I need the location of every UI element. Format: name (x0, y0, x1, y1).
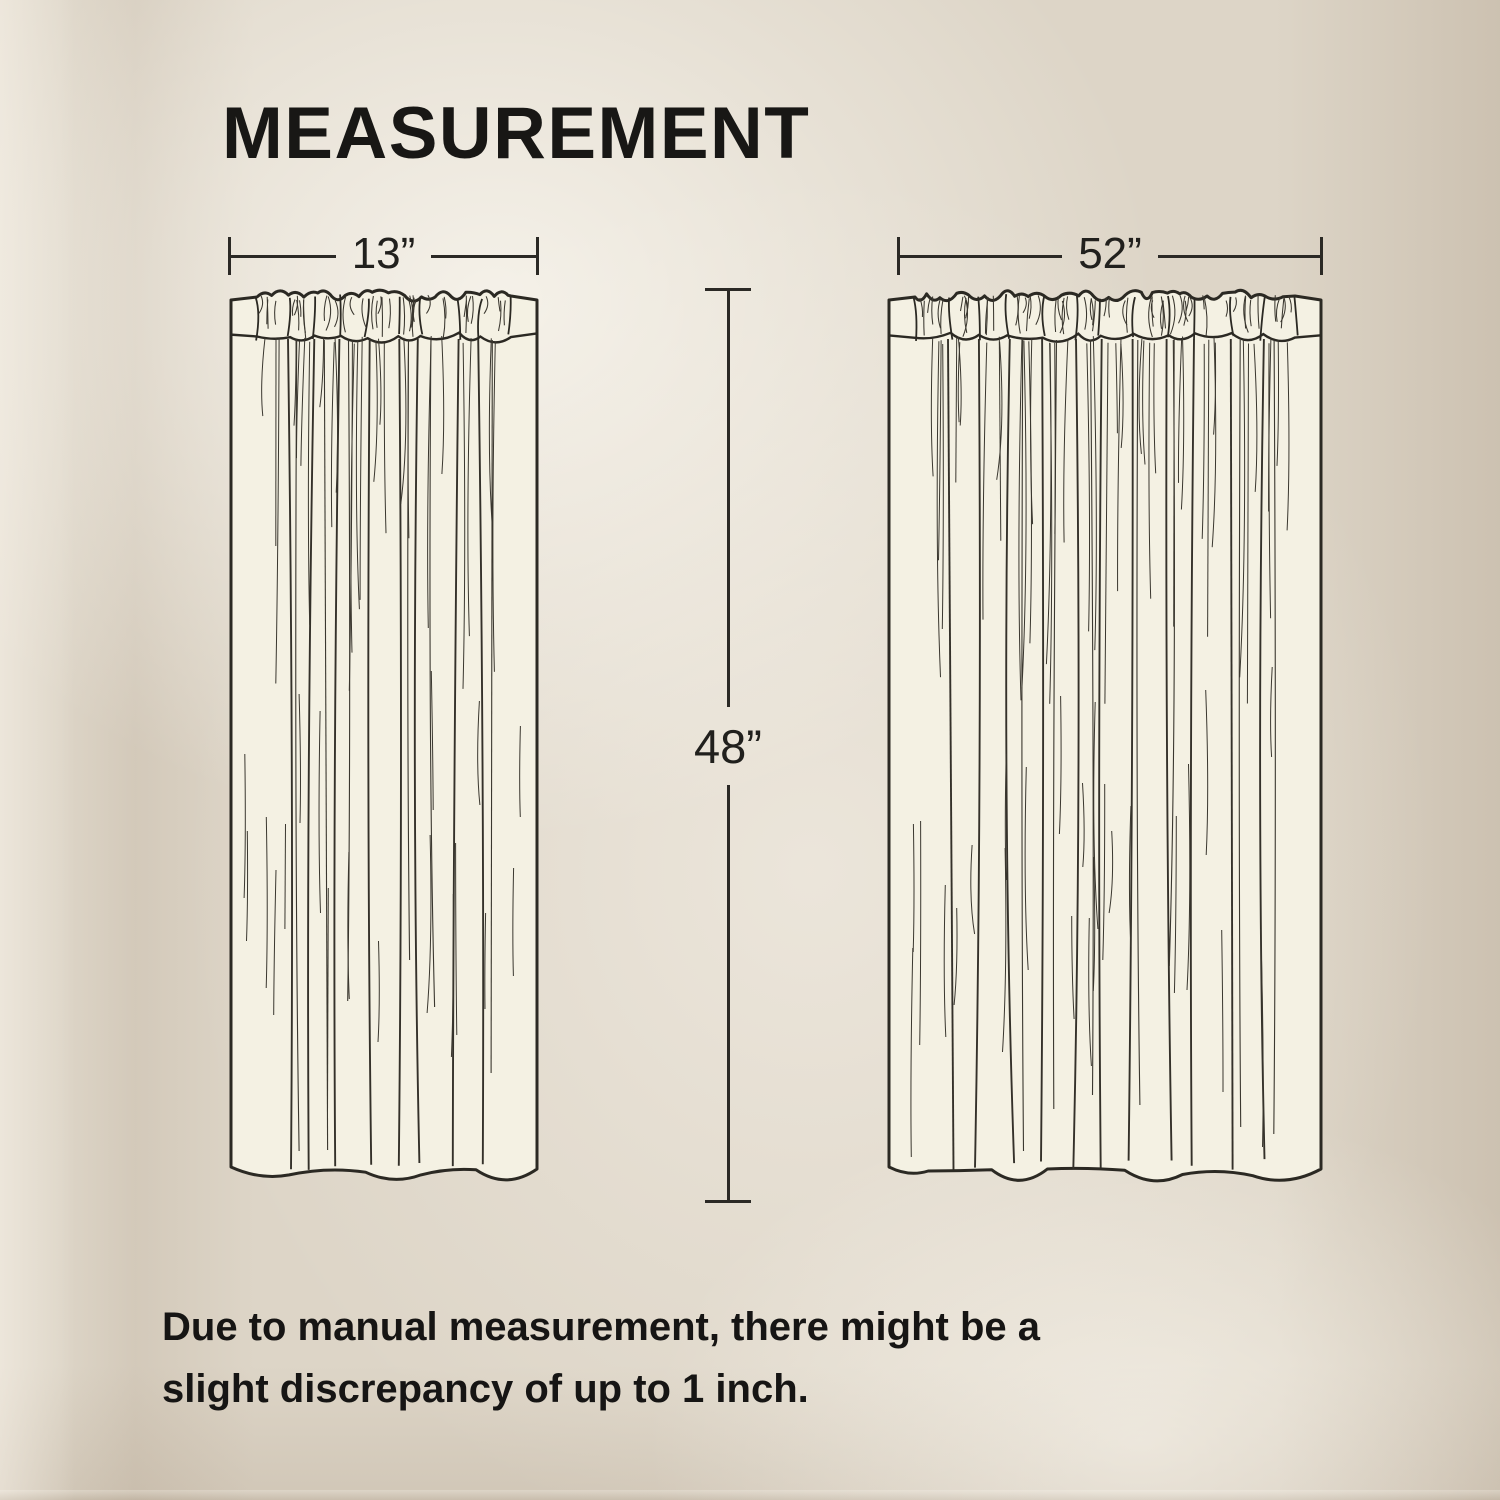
wall-floor-shadow (0, 1490, 1500, 1500)
width-dimension-right-panel (897, 229, 1323, 278)
disclaimer-line-1: Due to manual measurement, there might be a (162, 1305, 1040, 1349)
width-dimension-left-panel (228, 229, 539, 278)
measurement-disclaimer (162, 1296, 1040, 1420)
width-label-left-panel: 13” (351, 229, 416, 278)
dimension-line (900, 255, 1062, 258)
height-dimension (694, 288, 762, 1203)
width-label-right-panel: 52” (1078, 229, 1142, 278)
curtain-sketch-narrow-panel (226, 282, 542, 1197)
dimension-line (727, 291, 730, 707)
dimension-line (231, 255, 336, 258)
dimension-end-tick (536, 237, 539, 275)
curtain-sketch-wide-panel (884, 282, 1326, 1197)
dimension-line (1158, 255, 1320, 258)
disclaimer-line-2: slight discrepancy of up to 1 inch. (162, 1367, 809, 1411)
height-label: 48” (694, 719, 762, 773)
dimension-line (431, 255, 536, 258)
dimension-line (727, 785, 730, 1200)
dimension-end-tick (1320, 237, 1323, 275)
dimension-end-tick (705, 1200, 751, 1203)
page-title: MEASUREMENT (222, 93, 811, 174)
